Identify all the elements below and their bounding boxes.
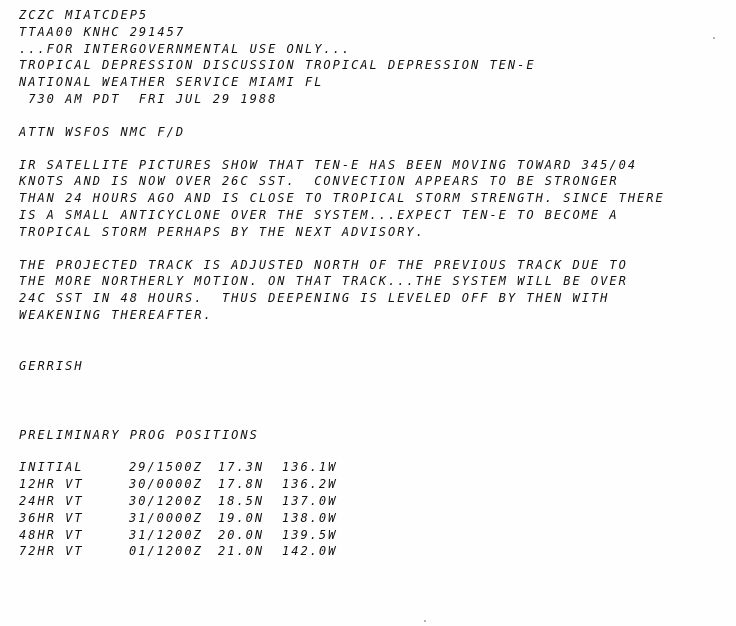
row-time: 30/0000Z: [129, 477, 203, 492]
row-lat: 19.0N: [218, 510, 265, 525]
row-time: 31/0000Z: [129, 510, 203, 525]
paragraph-line: KNOTS AND IS NOW OVER 26C SST. CONVECTION APPEARS TO BE STRONGER: [19, 174, 619, 189]
header-line: TROPICAL DEPRESSION DISCUSSION TROPICAL DEPRESSION TEN-E: [19, 58, 536, 73]
paragraph-line: TROPICAL STORM PERHAPS BY THE NEXT ADVISORY.: [19, 224, 425, 239]
row-lon: 139.5W: [282, 527, 338, 542]
table-row: [19, 527, 724, 544]
paragraph-line: IR SATELLITE PICTURES SHOW THAT TEN-E HAS BEEN MOVING TOWARD 345/04: [19, 157, 638, 172]
paragraph-line: THAN 24 HOURS AGO AND IS CLOSE TO TROPICAL STORM STRENGTH. SINCE THERE: [19, 191, 665, 206]
row-label: 12HR VT: [19, 477, 84, 492]
scan-speck: [713, 37, 715, 39]
signature: GERRISH: [19, 358, 84, 373]
weather-discussion-text: [19, 7, 724, 560]
row-lon: 138.0W: [282, 510, 338, 525]
header-block: [19, 7, 724, 108]
scan-speck: [424, 620, 426, 622]
header-line: 730 AM PDT FRI JUL 29 1988: [19, 91, 278, 106]
header-line: NATIONAL WEATHER SERVICE MIAMI FL: [19, 75, 324, 90]
row-time: 30/1200Z: [129, 493, 203, 508]
row-lat: 17.8N: [218, 477, 265, 492]
paragraph-line: WEAKENING THEREAFTER.: [19, 307, 213, 322]
row-lat: 18.5N: [218, 493, 265, 508]
table-row: [19, 493, 724, 510]
row-time: 29/1500Z: [129, 460, 203, 475]
paragraph-line: THE PROJECTED TRACK IS ADJUSTED NORTH OF THE PREVIOUS TRACK DUE TO: [19, 257, 628, 272]
paragraph-satellite: [19, 157, 724, 241]
table-row: [19, 476, 724, 493]
prog-title: PRELIMINARY PROG POSITIONS: [19, 427, 259, 442]
header-line: ZCZC MIATCDEP5: [19, 8, 149, 22]
row-lon: 137.0W: [282, 493, 338, 508]
header-line: ...FOR INTERGOVERNMENTAL USE ONLY...: [19, 41, 352, 56]
paragraph-track: [19, 257, 724, 324]
row-lon: 142.0W: [282, 544, 338, 559]
header-line: TTAA00 KNHC 291457: [19, 24, 186, 39]
table-row: [19, 459, 724, 476]
row-time: 31/1200Z: [129, 527, 203, 542]
row-lon: 136.1W: [282, 460, 338, 475]
prog-positions-table: [19, 459, 724, 560]
paragraph-line: THE MORE NORTHERLY MOTION. ON THAT TRACK...THE SYSTEM WILL BE OVER: [19, 274, 628, 289]
row-label: 72HR VT: [19, 544, 84, 559]
attn-line: ATTN WSFOS NMC F/D: [19, 124, 186, 139]
table-row: [19, 510, 724, 527]
row-time: 01/1200Z: [129, 544, 203, 559]
row-label: 36HR VT: [19, 510, 84, 525]
row-label: INITIAL: [19, 460, 84, 475]
row-lat: 21.0N: [218, 544, 265, 559]
table-row: [19, 543, 724, 560]
paragraph-line: IS A SMALL ANTICYCLONE OVER THE SYSTEM...EXPECT TEN-E TO BECOME A: [19, 207, 619, 222]
row-label: 24HR VT: [19, 493, 84, 508]
row-lon: 136.2W: [282, 477, 338, 492]
paragraph-line: 24C SST IN 48 HOURS. THUS DEEPENING IS LEVELED OFF BY THEN WITH: [19, 291, 610, 306]
row-lat: 20.0N: [218, 527, 265, 542]
row-label: 48HR VT: [19, 527, 84, 542]
row-lat: 17.3N: [218, 460, 265, 475]
